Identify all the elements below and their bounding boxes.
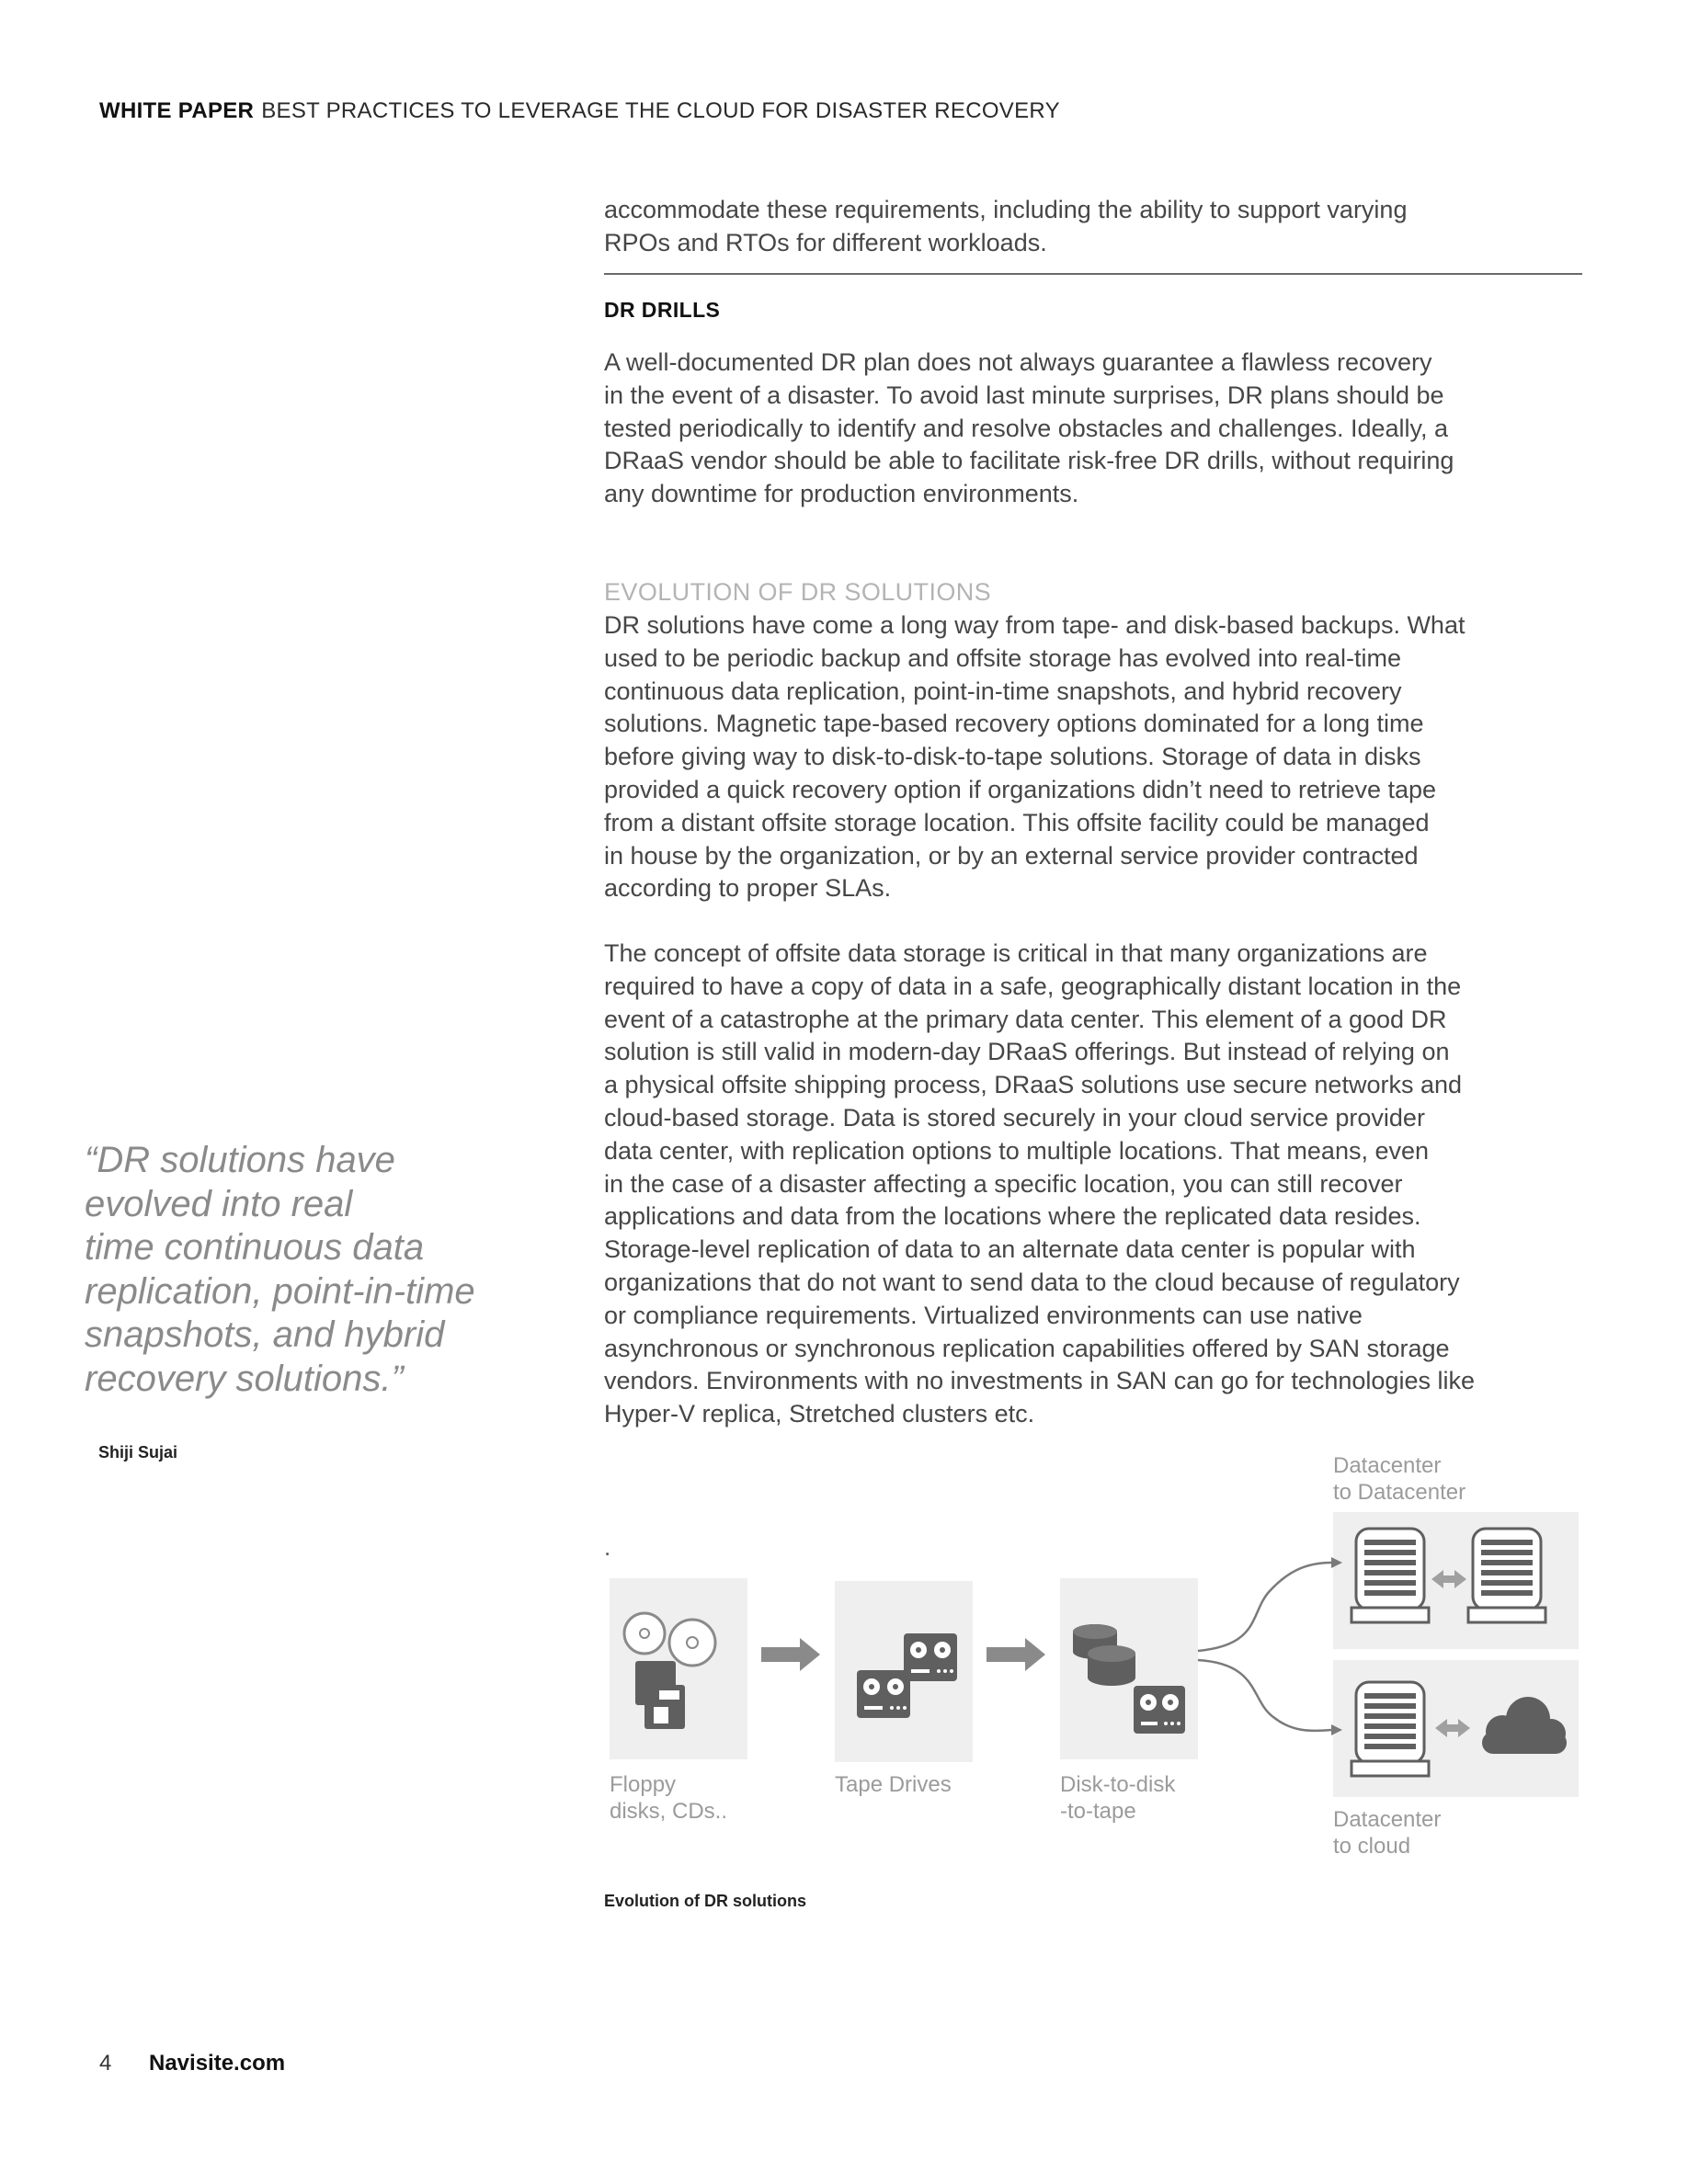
evolution-paragraph-1: DR solutions have come a long way from tape- and disk-based backups. What used to be periodic backup and offsite storage has evolved into real-time continuous data replication, point-in-time snapshots, and hybrid recovery solutions. Magnetic tape-based recovery options dominated for a long time before giving way to disk-to-disk-to-tape solutions. Storage of data in disks provided a quick recovery option if organizations didn’t need to retrieve tape from a distant offsite storage location. This offsite facility could be managed in house by the organization, or by an external service provider contracted according to proper SLAs.: [604, 611, 1466, 903]
dr-drills-paragraph: A well-documented DR plan does not always guarantee a flawless recovery in the event of a disaster. To avoid last minute surprises, DR plans should be tested periodically to identify and resolve obstacles and challenges. Ideally, a DRaaS vendor should be able to facilitate risk-free DR drills, without requiring any downtime for production environments.: [604, 348, 1454, 508]
arrow-right-icon: [759, 1636, 824, 1673]
disk-tape-icon: [1060, 1578, 1198, 1759]
tape-drive-icon: [835, 1581, 973, 1762]
evolution-paragraph-2: The concept of offsite data storage is critical in that many organizations are required to have a copy of data in a safe, geographically distant location in the event of a catastrophe at the primary data center. This element of a good DR solution is still valid in modern-day DRaaS offerings. But instead of relying on a physical offsite shipping process, DRaaS solutions use secure networks and cloud-based storage. Data is stored securely in your cloud service provider data center, with replication options to multiple locations. That means, even in the case of a disaster affecting a specific location, you can still recover applications and data from the locations where the replicated data resides. Storage-level replication of data to an alternate data center is popular with organizations that do not want to send data to the cloud because of regulatory or compliance requirements. Virtualized environments can use native asynchronous or synchronous replication capabilities offered by SAN storage vendors. Environments with no investments in SAN can go for technologies like Hyper-V replica, Stretched clusters etc.: [604, 939, 1475, 1428]
stage-label-floppy: Floppy disks, CDs..: [610, 1772, 728, 1824]
branch-connectors: [1195, 1553, 1342, 1737]
branch-label-datacenter: Datacenter to Datacenter: [1333, 1453, 1466, 1505]
page-number: 4: [99, 2051, 112, 2076]
figure-caption: Evolution of DR solutions: [604, 1892, 806, 1910]
server-to-server-icon: [1333, 1512, 1579, 1649]
intro-paragraph: accommodate these requirements, including the ability to support varying RPOs and RTOs for different workloads.: [604, 196, 1408, 256]
server-to-cloud-icon: [1333, 1660, 1579, 1797]
pull-quote: “DR solutions have evolved into real time continuous data replication, point-in-time snapshots, and hybrid recovery solutions.”: [85, 1140, 475, 1399]
stage-label-disk: Disk-to-disk -to-tape: [1060, 1772, 1176, 1824]
dr-drills-heading: DR DRILLS: [604, 298, 721, 322]
footer-site-link[interactable]: Navisite.com: [149, 2051, 286, 2076]
stage-label-tape: Tape Drives: [835, 1772, 952, 1797]
page-header: [99, 98, 1060, 124]
header-title: BEST PRACTICES TO LEVERAGE THE CLOUD FOR DISASTER RECOVERY: [261, 98, 1060, 123]
stray-mark: .: [604, 1533, 611, 1561]
evolution-heading: EVOLUTION OF DR SOLUTIONS: [604, 578, 992, 606]
header-label: WHITE PAPER: [99, 98, 255, 123]
arrow-right-icon: [985, 1636, 1049, 1673]
floppy-cd-icon: [610, 1578, 747, 1759]
section-divider: [604, 273, 1582, 275]
quote-author: Shiji Sujai: [98, 1443, 178, 1462]
branch-label-cloud: Datacenter to cloud: [1333, 1807, 1442, 1859]
